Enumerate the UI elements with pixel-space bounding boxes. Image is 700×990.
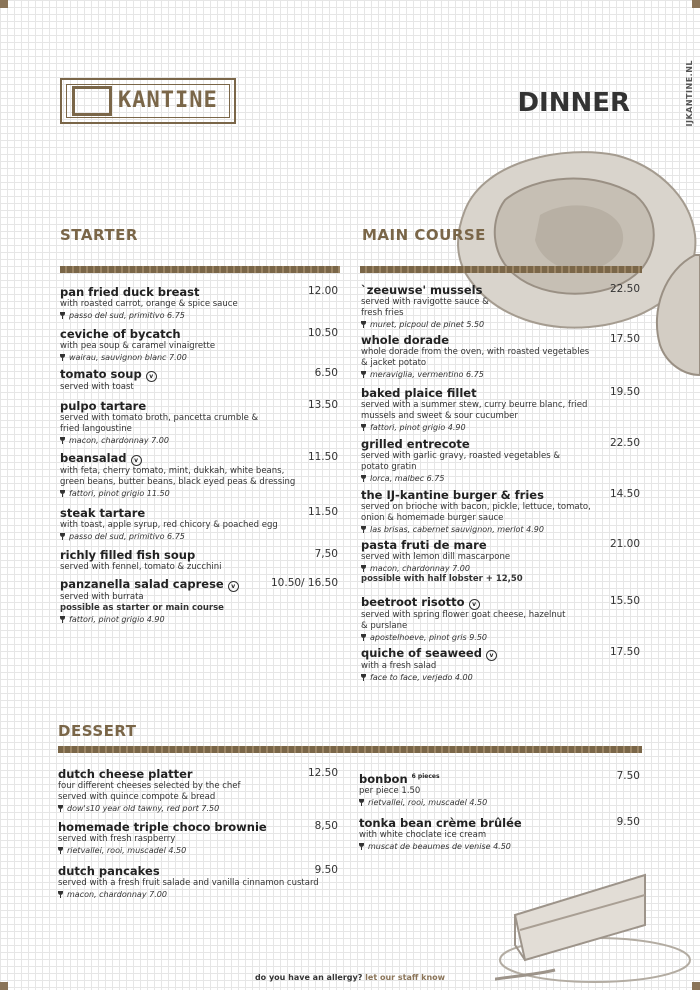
wine-pairing (359, 797, 642, 808)
brand-logo (60, 78, 236, 124)
dish-name (361, 437, 642, 451)
dish-name-text: dutch cheese platter (58, 767, 193, 781)
wine-pairing-text: passo del sud, primitivo 6.75 (69, 311, 185, 320)
starter-list (60, 285, 340, 631)
wine-pairing (58, 845, 340, 856)
wine-pairing (361, 563, 642, 574)
dish-description: whole dorade from the oven, with roasted vegetables (361, 347, 590, 357)
dish-name-text: whole dorade (361, 333, 450, 347)
dish-description: served with fresh raspberry (58, 834, 176, 844)
dish-description: served with ravigotte sauce & (361, 297, 489, 307)
dessert-list-left (58, 767, 340, 906)
wine-pairing (361, 473, 642, 484)
dish-name (60, 399, 340, 413)
dish-description: served with garlic gravy, roasted vegetables & (361, 451, 560, 461)
dish-price: 19.50 (609, 386, 640, 398)
dish-name-text: bonbon (359, 772, 408, 786)
dish-description: served with fennel, tomato & zucchini (60, 562, 222, 572)
wine-pairing (361, 319, 642, 330)
dish-price: 11.50 (307, 451, 338, 463)
dish-name (361, 283, 642, 297)
menu-item (60, 577, 340, 625)
wine-glass-icon (361, 371, 366, 378)
wine-pairing (60, 352, 340, 363)
dish-name (361, 646, 642, 661)
dish-description: served with quince compote & bread (58, 792, 216, 802)
menu-item (60, 399, 340, 446)
dish-name-text: steak tartare (60, 506, 146, 520)
corner-mark (0, 0, 8, 8)
menu-item (361, 538, 642, 585)
section-title-main-course: MAIN COURSE (362, 226, 486, 244)
wine-glass-icon (60, 437, 65, 444)
menu-item (60, 506, 340, 542)
dish-description: green beans, butter beans, black eyed peas & dressing (60, 477, 296, 487)
dish-name-text: baked plaice fillet (361, 386, 477, 400)
dish-description: served on brioche with bacon, pickle, lettuce, tomato, (361, 502, 591, 512)
wine-pairing-text: face to face, verjedo 4.00 (370, 673, 473, 682)
dish-description: served with lemon dill mascarpone (361, 552, 511, 562)
wine-glass-icon (60, 312, 65, 319)
dish-price: 17.50 (609, 333, 640, 345)
menu-item (60, 367, 340, 393)
dish-price: 12.50 (307, 767, 338, 779)
dish-name-text: panzanella salad caprese (60, 577, 224, 591)
dish-price: 21.00 (609, 538, 640, 550)
menu-item (361, 386, 642, 433)
dish-name (361, 488, 642, 502)
page-title: DINNER (517, 88, 630, 118)
dish-price: 22.50 (609, 283, 640, 295)
dish-description: four different cheeses selected by the chef (58, 781, 241, 791)
vegetarian-icon: v (131, 455, 142, 466)
dish-price: 9.50 (314, 864, 338, 876)
wine-pairing (361, 369, 642, 380)
wine-pairing-text: fattori, pinot grigio 4.90 (370, 423, 466, 432)
allergy-question: do you have an allergy? (254, 973, 363, 982)
wine-glass-icon (361, 565, 366, 572)
dish-name-text: quiche of seaweed (361, 646, 482, 660)
oyster-illustration (645, 250, 700, 380)
dish-price: 9.50 (616, 816, 640, 828)
dish-name (60, 451, 340, 466)
menu-item (60, 451, 340, 499)
wine-pairing (359, 841, 642, 852)
dish-description: onion & homemade burger sauce (361, 513, 504, 523)
wine-pairing-text: passo del sud, primitivo 6.75 (69, 532, 185, 541)
dish-name (60, 327, 340, 341)
dish-description: & jacket potato (361, 358, 427, 368)
menu-item (361, 646, 642, 683)
dish-name-text: tomato soup (60, 367, 142, 381)
wine-glass-icon (361, 634, 366, 641)
wine-glass-icon (359, 799, 364, 806)
dish-name-text: ceviche of bycatch (60, 327, 181, 341)
wine-pairing (60, 531, 340, 542)
allergy-note (0, 973, 700, 982)
dish-name (361, 333, 642, 347)
dish-price: 6.50 (314, 367, 338, 379)
dish-description: mussels and sweet & sour cucumber (361, 411, 518, 421)
dish-name-text: richly filled fish soup (60, 548, 196, 562)
wine-pairing (361, 672, 642, 683)
dish-price: 7.50 (616, 770, 640, 782)
dish-price: 10.50 (307, 327, 338, 339)
dish-name (60, 506, 340, 520)
menu-item (58, 820, 340, 856)
dish-extra-note: possible as starter or main course (60, 603, 224, 613)
dish-name-text: pasta fruti de mare (361, 538, 487, 552)
dish-price: 12.00 (307, 285, 338, 297)
dish-description: served with a summer stew, curry beurre blanc, fried (361, 400, 588, 410)
wine-pairing-text: macon, chardonnay 7.00 (370, 564, 470, 573)
dish-price: 14.50 (609, 488, 640, 500)
wine-glass-icon (60, 354, 65, 361)
dish-name (359, 770, 642, 786)
wine-glass-icon (359, 843, 364, 850)
wine-pairing (60, 614, 340, 625)
dish-name (359, 816, 642, 830)
dish-name-text: homemade triple choco brownie (58, 820, 267, 834)
dish-name-text: the IJ-kantine burger & fries (361, 488, 544, 502)
dish-name (60, 285, 340, 299)
dish-price: 13.50 (307, 399, 338, 411)
dish-description: with feta, cherry tomato, mint, dukkah, white beans, (60, 466, 285, 476)
wine-glass-icon (361, 475, 366, 482)
menu-item (60, 327, 340, 363)
menu-item (361, 437, 642, 484)
dish-description: served with tomato broth, pancetta crumble & (60, 413, 259, 423)
vegetarian-icon: v (146, 371, 157, 382)
dish-name-text: tonka bean crème brûlée (359, 816, 522, 830)
dish-name-text: `zeeuwse' mussels (361, 283, 483, 297)
dish-price: 7,50 (314, 548, 338, 560)
section-divider (360, 266, 642, 273)
wine-pairing-text: dow's10 year old tawny, red port 7.50 (67, 804, 220, 813)
dish-description: potato gratin (361, 462, 417, 472)
wine-pairing (361, 422, 642, 433)
wine-pairing (361, 632, 642, 643)
wine-glass-icon (60, 490, 65, 497)
wine-pairing-text: rietvallei, rooi, muscadel 4.50 (368, 798, 488, 807)
logo-text: KANTINE (118, 88, 218, 113)
wine-glass-icon (58, 847, 63, 854)
dish-description: with toast, apple syrup, red chicory & poached egg (60, 520, 278, 530)
dish-description: served with burrata (60, 592, 144, 602)
dish-name (60, 367, 340, 382)
dish-name (361, 595, 642, 610)
wine-pairing-text: meraviglia, vermentino 6.75 (370, 370, 484, 379)
wine-pairing-text: las brisas, cabernet sauvignon, merlot 4.90 (370, 525, 544, 534)
wine-pairing (58, 889, 340, 900)
section-divider (60, 266, 340, 273)
dish-description: with roasted carrot, orange & spice sauce (60, 299, 238, 309)
dish-description: with pea soup & caramel vinaigrette (60, 341, 216, 351)
wine-pairing-text: macon, chardonnay 7.00 (69, 436, 169, 445)
section-title-dessert: DESSERT (58, 722, 137, 740)
wine-pairing (60, 435, 340, 446)
dish-name-text: pulpo tartare (60, 399, 147, 413)
wine-glass-icon (361, 674, 366, 681)
dish-name (58, 820, 340, 834)
dish-name-text: beansalad (60, 451, 127, 465)
dish-name (361, 386, 642, 400)
wine-pairing-text: fattori, pinot grigio 11.50 (69, 489, 170, 498)
website-url: IJKANTINE.NL (685, 60, 694, 127)
main-course-list (361, 283, 642, 689)
dish-name-text: dutch pancakes (58, 864, 160, 878)
dish-price: 22.50 (609, 437, 640, 449)
vegetarian-icon: v (469, 599, 480, 610)
dish-price: 15.50 (609, 595, 640, 607)
wine-pairing (60, 488, 340, 499)
vegetarian-icon: v (486, 650, 497, 661)
wine-pairing (361, 524, 642, 535)
dish-price: 11.50 (307, 506, 338, 518)
wine-pairing-text: muret, picpoul de pinet 5.50 (370, 320, 485, 329)
wine-glass-icon (58, 891, 63, 898)
wine-pairing-text: macon, chardonnay 7.00 (67, 890, 167, 899)
menu-item (60, 285, 340, 321)
dish-description: fried langoustine (60, 424, 132, 434)
dish-description: served with toast (60, 382, 134, 392)
dish-description: fresh fries (361, 308, 404, 318)
wine-glass-icon (60, 616, 65, 623)
menu-item (361, 595, 642, 643)
wine-pairing-text: wairau, sauvignon blanc 7.00 (69, 353, 187, 362)
dish-name-text: beetroot risotto (361, 595, 465, 609)
wine-pairing (60, 310, 340, 321)
vegetarian-icon: v (228, 581, 239, 592)
dish-name (58, 864, 340, 878)
wine-glass-icon (60, 533, 65, 540)
dish-price: 8,50 (314, 820, 338, 832)
section-divider (58, 746, 642, 753)
dish-extra-note: possible with half lobster + 12,50 (361, 574, 523, 584)
corner-mark (0, 982, 8, 990)
menu-item (361, 283, 642, 330)
dish-price: 17.50 (609, 646, 640, 658)
corner-mark (692, 0, 700, 8)
dish-description: per piece 1.50 (359, 786, 421, 796)
wine-pairing-text: apostelhoeve, pinot gris 9.50 (370, 633, 488, 642)
dessert-list-right (359, 770, 642, 858)
menu-item (359, 816, 642, 852)
dish-name-text: pan fried duck breast (60, 285, 200, 299)
dish-name (58, 767, 340, 781)
dish-portion-note: 6 pieces (411, 773, 440, 780)
dish-price: 10.50/ 16.50 (271, 577, 338, 589)
dish-name (60, 548, 340, 562)
dish-description: served with a fresh fruit salade and vanilla cinnamon custard (58, 878, 319, 888)
menu-item (361, 488, 642, 535)
wine-pairing-text: lorca, malbec 6.75 (370, 474, 445, 483)
menu-item (361, 333, 642, 380)
wine-glass-icon (361, 526, 366, 533)
wine-glass-icon (361, 321, 366, 328)
wine-glass-icon (361, 424, 366, 431)
menu-item (58, 767, 340, 814)
wine-pairing-text: fattori, pinot grigio 4.90 (69, 615, 165, 624)
dish-description: & purslane (361, 621, 408, 631)
cake-illustration (495, 865, 695, 990)
dish-description: with a fresh salad (361, 661, 437, 671)
wine-pairing-text: rietvallei, rooi, muscadel 4.50 (67, 846, 187, 855)
dish-name-text: grilled entrecote (361, 437, 470, 451)
dish-description: served with spring flower goat cheese, hazelnut (361, 610, 566, 620)
allergy-staff-note: let our staff know (362, 973, 446, 982)
dish-name (361, 538, 642, 552)
dish-description: with white choclate ice cream (359, 830, 487, 840)
menu-item (359, 770, 642, 808)
wine-pairing-text: muscat de beaumes de venise 4.50 (368, 842, 511, 851)
wine-glass-icon (58, 805, 63, 812)
wine-pairing (58, 803, 340, 814)
menu-item (58, 864, 340, 900)
menu-item (60, 548, 340, 573)
section-title-starter: STARTER (60, 226, 138, 244)
